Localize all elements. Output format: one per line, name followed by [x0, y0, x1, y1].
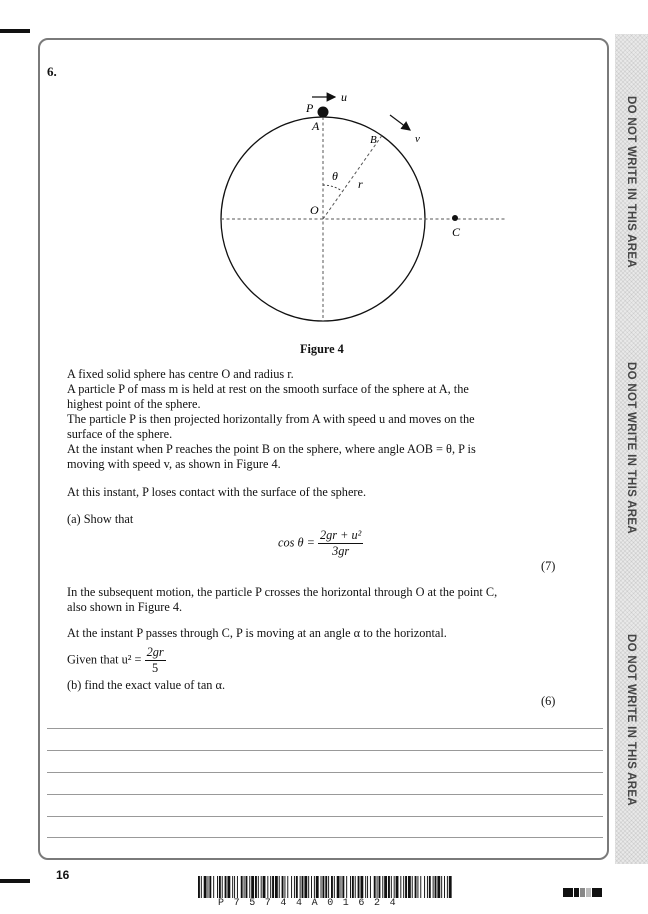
- barcode-bar: [441, 876, 442, 898]
- barcode-bar: [213, 876, 214, 898]
- barcode-bar: [370, 876, 371, 898]
- barcode-bar: [325, 876, 327, 898]
- margin-mark-bottom: [0, 879, 30, 883]
- particle-P: [318, 107, 329, 118]
- barcode-bar: [219, 876, 221, 898]
- barcode-bar: [355, 876, 356, 898]
- given-denominator: 5: [152, 661, 159, 675]
- given-prefix: Given that u² =: [67, 652, 142, 667]
- label-u: u: [341, 90, 347, 104]
- figure-caption: Figure 4: [300, 342, 344, 356]
- barcode-bar: [279, 876, 280, 898]
- barcode-bar: [272, 876, 274, 898]
- barcode-bar: [405, 876, 407, 898]
- barcode-bar: [258, 876, 259, 898]
- barcode-bar: [341, 876, 342, 898]
- barcode-bar: [237, 876, 238, 898]
- barcode-bar: [201, 876, 202, 898]
- barcode-bar: [255, 876, 257, 898]
- theta-angle-arc: [323, 185, 342, 191]
- barcode-bar: [198, 876, 200, 898]
- question-stem: [67, 367, 537, 472]
- barcode-bar: [291, 876, 292, 898]
- answer-line[interactable]: [47, 772, 603, 773]
- barcode-bar: [433, 876, 434, 898]
- barcode-bar: [251, 876, 254, 898]
- barcode-bar: [394, 876, 395, 898]
- barcode-bar: [358, 876, 360, 898]
- stem-line: highest point of the sphere.: [67, 397, 201, 411]
- barcode-bar: [408, 876, 411, 898]
- equation-denominator: 3gr: [332, 544, 350, 558]
- barcode-bar: [321, 876, 322, 898]
- label-A: A: [312, 119, 320, 133]
- barcode-bar: [429, 876, 431, 898]
- barcode-bar: [270, 876, 271, 898]
- barcode-bar: [449, 876, 452, 898]
- stem-line: The particle P is then projected horizontally from A with speed u and moves on the: [67, 412, 475, 426]
- barcode-bar: [282, 876, 284, 898]
- barcode-bar: [314, 876, 315, 898]
- barcode-bar: [287, 876, 288, 898]
- barcode-bar: [328, 876, 329, 898]
- barcode-bar: [300, 876, 301, 898]
- equation-numerator: 2gr + u²: [319, 528, 362, 542]
- barcode-bar: [444, 876, 445, 898]
- barcode-text: P75744A01624: [218, 898, 406, 909]
- barcode-bar: [294, 876, 295, 898]
- barcode-bar: [379, 876, 381, 898]
- barcode-bar: [447, 876, 448, 898]
- answer-line[interactable]: [47, 837, 603, 838]
- barcode-bar: [427, 876, 428, 898]
- barcode-bar: [322, 876, 324, 898]
- barcode-bar: [365, 876, 366, 898]
- label-P: P: [306, 101, 314, 115]
- barcode-bar: [284, 876, 285, 898]
- barcode-bar: [204, 876, 207, 898]
- barcode-bar: [296, 876, 298, 898]
- barcode-bar: [374, 876, 376, 898]
- barcode-bar: [377, 876, 378, 898]
- barcode-bar: [388, 876, 390, 898]
- barcode-bar: [217, 876, 218, 898]
- given-statement: [67, 645, 166, 676]
- barcode-bar: [352, 876, 354, 898]
- barcode-bar: [437, 876, 440, 898]
- barcode-bar: [435, 876, 437, 898]
- subsequent-motion-text: In the subsequent motion, the particle P crosses the horizontal through O at the point C, also shown in Figure 4.: [67, 585, 498, 614]
- stem-line: At the instant when P reaches the point B on the sphere, where angle AOB = θ, P is: [67, 442, 476, 456]
- barcode-bar: [222, 876, 223, 898]
- barcode-bar: [263, 876, 266, 898]
- barcode-bar: [234, 876, 235, 898]
- given-numerator: 2gr: [146, 645, 164, 659]
- equation-fraction: [318, 528, 363, 559]
- barcode-bar: [350, 876, 351, 898]
- barcode-bar: [424, 876, 425, 898]
- barcode-bar: [417, 876, 418, 898]
- stem-line: A fixed solid sphere has centre O and radius r.: [67, 367, 294, 381]
- barcode-bar: [396, 876, 399, 898]
- barcode-bar: [420, 876, 421, 898]
- barcode-bar: [232, 876, 233, 898]
- barcode-bar: [227, 876, 230, 898]
- barcode-bar: [360, 876, 363, 898]
- part-a-label: (a) Show that: [67, 512, 134, 526]
- label-v: v: [415, 133, 420, 145]
- barcode-bar: [225, 876, 227, 898]
- loses-contact-text: At this instant, P loses contact with the surface of the sphere.: [67, 485, 367, 499]
- part-b-marks: (6): [541, 694, 556, 708]
- point-C: [452, 215, 458, 221]
- barcode-bar: [316, 876, 319, 898]
- barcode-bar: [331, 876, 333, 898]
- question-number: 6.: [47, 64, 57, 79]
- stem-line: surface of the sphere.: [67, 427, 173, 441]
- barcode-bar: [412, 876, 413, 898]
- print-registration-blocks: [563, 888, 603, 897]
- barcode-bar: [384, 876, 387, 898]
- barcode-bar: [382, 876, 383, 898]
- barcode-bar: [391, 876, 392, 898]
- barcode-bar: [246, 876, 248, 898]
- page-number: 16: [56, 868, 70, 882]
- barcode-bar: [209, 876, 211, 898]
- label-r: r: [358, 177, 363, 191]
- figure-4-diagram: [0, 0, 648, 340]
- barcode-bar: [334, 876, 335, 898]
- barcode-bar: [275, 876, 278, 898]
- barcode-bar: [311, 876, 312, 898]
- barcode-bar: [403, 876, 404, 898]
- barcode-bar: [208, 876, 209, 898]
- barcode-bar: [241, 876, 243, 898]
- barcode-bar: [415, 876, 417, 898]
- barcode: [198, 876, 454, 898]
- velocity-v-arrow: [390, 115, 410, 130]
- barcode-bar: [367, 876, 368, 898]
- barcode-bar: [304, 876, 307, 898]
- label-B: B: [370, 134, 377, 146]
- barcode-bar: [346, 876, 347, 898]
- answer-line[interactable]: [47, 750, 603, 751]
- angle-alpha-text: At the instant P passes through C, P is moving at an angle α to the horizontal.: [67, 626, 447, 640]
- label-theta: θ: [332, 169, 338, 183]
- part-a-marks: (7): [541, 559, 556, 573]
- barcode-bar: [244, 876, 245, 898]
- barcode-bar: [267, 876, 268, 898]
- barcode-bar: [342, 876, 344, 898]
- stem-line: moving with speed v, as shown in Figure 4.: [67, 457, 281, 471]
- given-fraction: [145, 645, 166, 676]
- barcode-bar: [249, 876, 250, 898]
- barcode-bar: [400, 876, 401, 898]
- label-O: O: [310, 203, 319, 217]
- answer-line[interactable]: [47, 816, 603, 817]
- barcode-bar: [337, 876, 340, 898]
- stem-line: A particle P of mass m is held at rest on the smooth surface of the sphere at A, the: [67, 382, 469, 396]
- barcode-bar: [261, 876, 262, 898]
- part-a-equation: [278, 528, 363, 559]
- equation-lhs: cos θ =: [278, 535, 315, 550]
- barcode-bar: [302, 876, 304, 898]
- barcode-bar: [308, 876, 309, 898]
- answer-line[interactable]: [47, 728, 603, 729]
- part-b-label: (b) find the exact value of tan α.: [67, 678, 226, 692]
- answer-line[interactable]: [47, 794, 603, 795]
- label-C: C: [452, 225, 461, 239]
